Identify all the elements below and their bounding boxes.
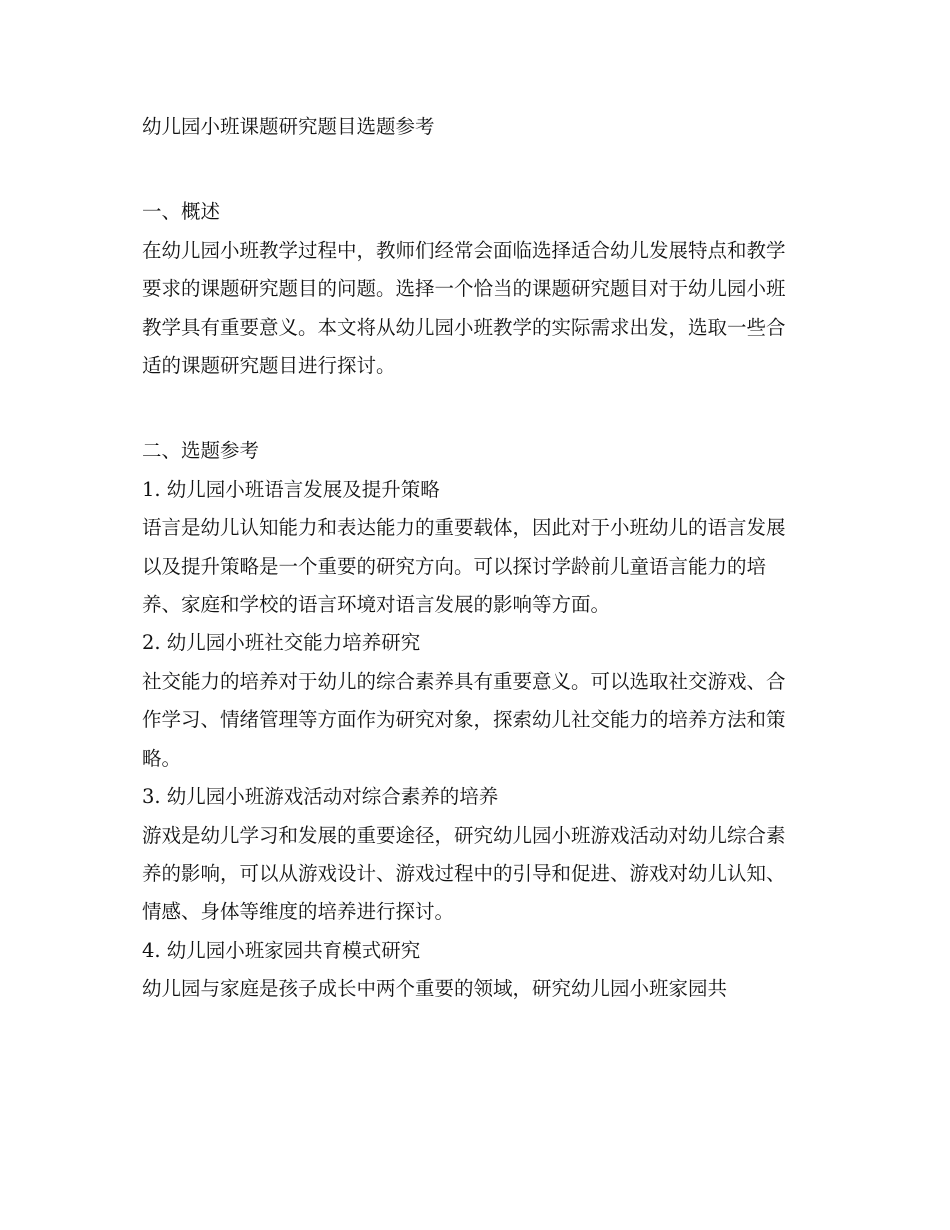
topic-heading-1: 1. 幼儿园小班语言发展及提升策略 [142,477,440,501]
topic-paragraph-3: 游戏是幼儿学习和发展的重要途径，研究幼儿园小班游戏活动对幼儿综合素养的影响，可以从游戏设计、游戏过程中的引导和促进、游戏对幼儿认知、情感、身体等维度的培养进行探讨。 [142,823,786,924]
topic-heading-3: 3. 幼儿园小班游戏活动对综合素养的培养 [142,785,499,809]
section-heading-topics: 二、选题参考 [142,439,260,463]
section-heading-overview: 一、概述 [142,200,221,224]
topic-paragraph-2: 社交能力的培养对于幼儿的综合素养具有重要意义。可以选取社交游戏、合作学习、情绪管理等方面作为研究对象，探索幼儿社交能力的培养方法和策略。 [142,669,786,770]
document-page [142,108,802,1009]
document-title: 幼儿园小班课题研究题目选题参考 [142,115,435,138]
overview-paragraph: 在幼儿园小班教学过程中，教师们经常会面临选择适合幼儿发展特点和教学要求的课题研究题目的问题。选择一个恰当的课题研究题目对于幼儿园小班教学具有重要意义。本文将从幼儿园小班教学的实际需求出发，选取一些合适的课题研究题目进行探讨。 [142,238,786,378]
topic-heading-2: 2. 幼儿园小班社交能力培养研究 [142,631,421,655]
topic-paragraph-4: 幼儿园与家庭是孩子成长中两个重要的领域，研究幼儿园小班家园共 [142,977,728,1001]
topic-paragraph-1: 语言是幼儿认知能力和表达能力的重要载体，因此对于小班幼儿的语言发展以及提升策略是一个重要的研究方向。可以探讨学龄前儿童语言能力的培养、家庭和学校的语言环境对语言发展的影响等方面。 [142,516,786,617]
section-gap [142,385,802,432]
topic-heading-4: 4. 幼儿园小班家园共育模式研究 [142,938,421,962]
